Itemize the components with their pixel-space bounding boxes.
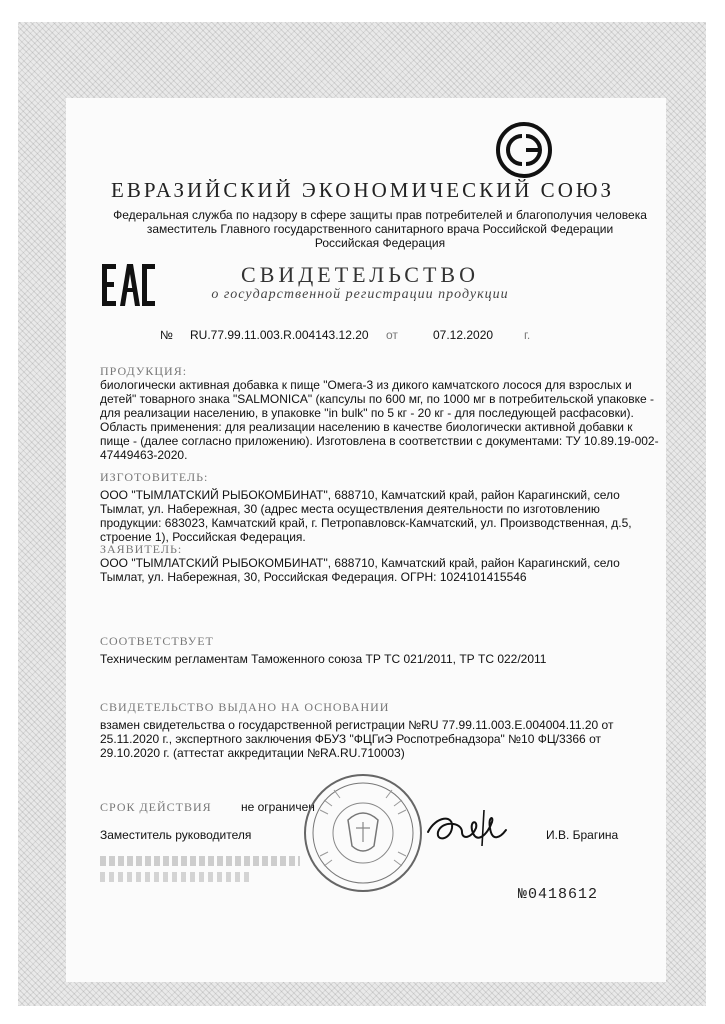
certificate-date: 07.12.2020 [433, 328, 494, 342]
signatory-role: Заместитель руководителя [100, 828, 252, 842]
handwritten-signature-icon [418, 798, 528, 858]
faded-footnote [100, 856, 300, 882]
validity-value: не ограничен [241, 800, 315, 814]
agency-line: заместитель Главного государственного санитарного врача Российской Федерации [146, 222, 614, 236]
text-line: продукции: 683023, Камчатский край, г. Петропавловск-Камчатский, ул. Производственная, д.5, [100, 516, 632, 530]
agency-line: Федеральная служба по надзору в сфере защиты прав потребителей и благополучия человека [113, 208, 647, 222]
certificate-number: RU.77.99.11.003.R.004143.12.20 [190, 328, 369, 342]
text-line: Тымлат, ул. Набережная, 30, Российская Федерация. ОГРН: 1024101415546 [100, 570, 527, 584]
text-line: 25.11.2020 г., экспертного заключения ФБУЗ "ФЦГиЭ Роспотребнадзора" №10 ФЦ/3366 от [100, 732, 601, 746]
eac-mark-icon [100, 262, 156, 308]
number-prefix: № [160, 328, 173, 342]
conformity-text: Техническим регламентам Таможенного союза ТР ТС 021/2011, ТР ТС 022/2011 [100, 652, 547, 666]
validity-label: СРОК ДЕЙСТВИЯ [100, 800, 212, 814]
union-title: ЕВРАЗИЙСКИЙ ЭКОНОМИЧЕСКИЙ СОЮЗ [111, 178, 614, 202]
serial-number: №0418612 [518, 886, 599, 903]
issuing-agency [100, 208, 660, 250]
text-line: биологически активная добавка к пище "Омега-3 из дикого камчатского лосося для взрослых и [100, 378, 632, 392]
text-line: 47449463-2020. [100, 448, 188, 462]
certificate-title: СВИДЕТЕЛЬСТВО [241, 262, 479, 287]
certificate-subtitle: о государственной регистрации продукции [211, 287, 509, 302]
text-line: пище - (далее согласно приложению). Изготовлена в соответствии с документами: ТУ 10.89.19-002- [100, 434, 659, 448]
applicant-details [100, 556, 620, 584]
date-suffix: г. [524, 328, 531, 342]
conformity-logo-icon [494, 120, 554, 180]
official-stamp-icon [300, 770, 426, 896]
text-line: взамен свидетельства о государственной регистрации №RU 77.99.11.003.E.004004.11.20 от [100, 718, 614, 732]
manufacturer-details [100, 488, 632, 544]
manufacturer-label: ИЗГОТОВИТЕЛЬ: [100, 470, 209, 484]
basis-label: СВИДЕТЕЛЬСТВО ВЫДАНО НА ОСНОВАНИИ [100, 700, 390, 714]
agency-line: Российская Федерация [314, 236, 446, 250]
text-line: ООО "ТЫМЛАТСКИЙ РЫБОКОМБИНАТ", 688710, Камчатский край, район Карагинский, село [100, 488, 620, 502]
text-line: детей" товарного знака "SALMONICA" (капсулы по 600 мг, по 1000 мг в потребительской упаковке - [100, 392, 654, 406]
text-line: ООО "ТЫМЛАТСКИЙ РЫБОКОМБИНАТ", 688710, Камчатский край, район Карагинский, село [100, 556, 620, 570]
signatory-name: И.В. Брагина [546, 828, 619, 842]
product-label: ПРОДУКЦИЯ: [100, 364, 188, 378]
date-prefix: от [386, 328, 398, 342]
text-line: для реализации населению, в упаковке "in bulk" по 5 кг - 20 кг - для последующей расфасовки). [100, 406, 634, 420]
text-line: Тымлат, ул. Набережная, 30 (адрес места осуществления деятельности по изготовлению [100, 502, 600, 516]
text-line: 29.10.2020 г. (аттестат аккредитации №RA.RU.710003) [100, 746, 405, 760]
basis-details [100, 718, 613, 760]
text-line: строение 1), Российская Федерация. [100, 530, 306, 544]
text-line: Область применения: для реализации населению в качестве биологически активной добавки к [100, 420, 633, 434]
applicant-label: ЗАЯВИТЕЛЬ: [100, 542, 183, 556]
conformity-label: СООТВЕТСТВУЕТ [100, 634, 214, 648]
product-description [100, 378, 659, 462]
